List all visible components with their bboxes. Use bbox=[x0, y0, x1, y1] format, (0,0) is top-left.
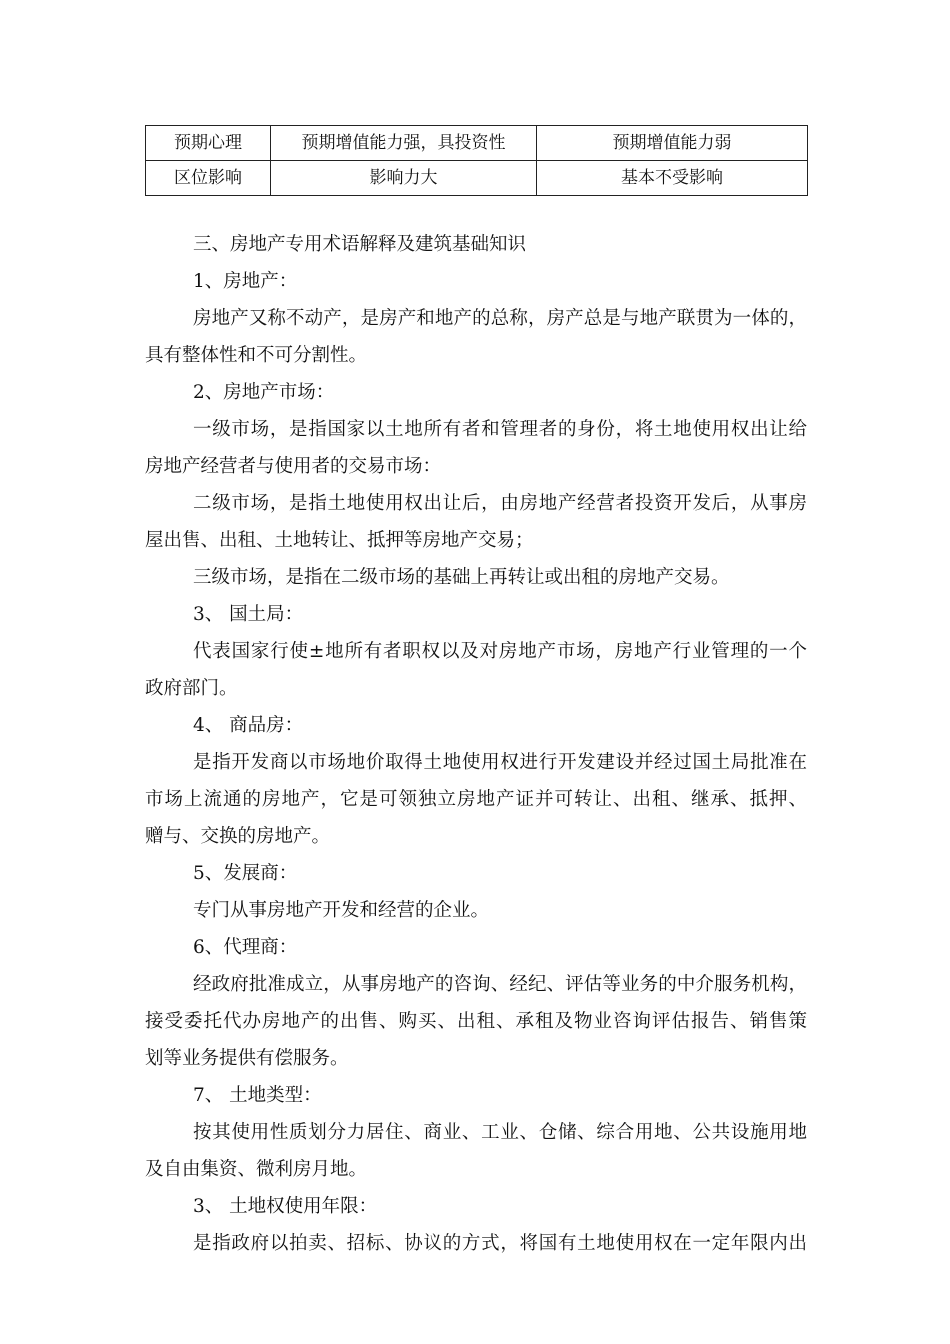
paragraph-line: 赠与、交换的房地产。 bbox=[145, 826, 331, 847]
term-heading: 1、房地产： bbox=[193, 271, 298, 292]
table-row bbox=[146, 126, 808, 161]
table-cell: 基本不受影响 bbox=[537, 161, 808, 196]
paragraph-line: 房地产经营者与使用者的交易市场： bbox=[145, 456, 442, 477]
paragraph-line: 一级市场，是指国家以土地所有者和管理者的身份，将土地使用权出让给 bbox=[193, 419, 807, 440]
term-heading: 6、代理商： bbox=[193, 937, 298, 958]
paragraph-line: 房地产又称不动产，是房产和地产的总称，房产总是与地产联贯为一体的， bbox=[193, 308, 807, 329]
paragraph-line: 二级市场，是指土地使用权出让后，由房地产经营者投资开发后，从事房 bbox=[193, 493, 807, 514]
paragraph-line: 专门从事房地产开发和经营的企业。 bbox=[193, 900, 490, 921]
paragraph-line: 接受委托代办房地产的出售、购买、出租、承租及物业咨询评估报告、销售策 bbox=[145, 1011, 807, 1032]
table-cell: 预期增值能力弱 bbox=[537, 126, 808, 161]
paragraph-line: 代表国家行使±地所有者职权以及对房地产市场，房地产行业管理的一个 bbox=[193, 641, 807, 662]
paragraph-line: 具有整体性和不可分割性。 bbox=[145, 345, 368, 366]
table-cell: 区位影响 bbox=[146, 161, 271, 196]
document-body bbox=[145, 226, 807, 1262]
table-cell: 预期增值能力强，具投资性 bbox=[271, 126, 537, 161]
table-row bbox=[146, 161, 808, 196]
paragraph-line: 是指政府以拍卖、招标、协议的方式，将国有土地使用权在一定年限内出 bbox=[193, 1233, 807, 1254]
section-title: 三、房地产专用术语解释及建筑基础知识 bbox=[193, 234, 527, 255]
paragraph-line: 屋出售、出租、土地转让、抵押等房地产交易； bbox=[145, 530, 534, 551]
term-heading: 5、发展商： bbox=[193, 863, 298, 884]
paragraph-line: 按其使用性质划分力居住、商业、工业、仓储、综合用地、公共设施用地 bbox=[193, 1122, 807, 1143]
term-heading: 7、 土地类型： bbox=[193, 1085, 322, 1106]
term-heading: 2、房地产市场： bbox=[193, 382, 335, 403]
paragraph-line: 是指开发商以市场地价取得土地使用权进行开发建设并经过国土局批准在 bbox=[193, 752, 807, 773]
term-heading: 3、 土地权使用年限： bbox=[193, 1196, 378, 1217]
table-cell: 影响力大 bbox=[271, 161, 537, 196]
paragraph-line: 三级市场，是指在二级市场的基础上再转让或出租的房地产交易。 bbox=[193, 567, 730, 588]
comparison-table bbox=[145, 125, 808, 196]
paragraph-line: 划等业务提供有偿服务。 bbox=[145, 1048, 349, 1069]
term-heading: 3、 国土局： bbox=[193, 604, 304, 625]
table-cell: 预期心理 bbox=[146, 126, 271, 161]
paragraph-line: 经政府批准成立，从事房地产的咨询、经纪、评估等业务的中介服务机构， bbox=[193, 974, 807, 995]
paragraph-line: 及自由集资、微利房月地。 bbox=[145, 1159, 368, 1180]
term-heading: 4、 商品房： bbox=[193, 715, 304, 736]
paragraph-line: 政府部门。 bbox=[145, 678, 238, 699]
paragraph-line: 市场上流通的房地产，它是可领独立房地产证并可转让、出租、继承、抵押、 bbox=[145, 789, 807, 810]
